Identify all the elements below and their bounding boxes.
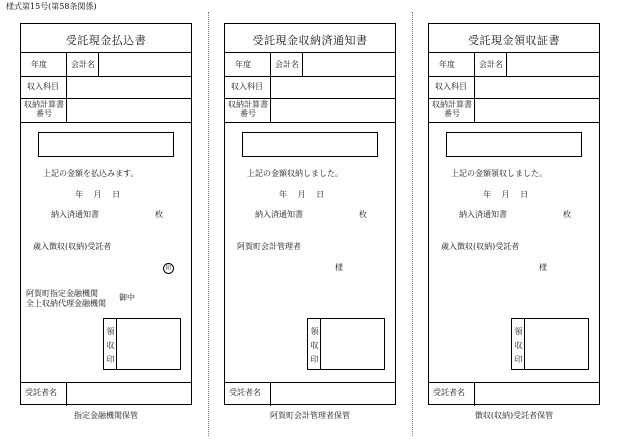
amount-box bbox=[38, 132, 174, 157]
statement-text: 上記の金額収納しました。 bbox=[247, 169, 343, 178]
honorific: 様 bbox=[335, 263, 343, 272]
fiscal-year-label: 年度 bbox=[439, 60, 455, 69]
honorific: 様 bbox=[539, 263, 547, 272]
date-line: 年 月 日 bbox=[483, 190, 529, 199]
receipt-stamp-box bbox=[103, 318, 181, 370]
slip-footer: 阿賀町会計管理者保管 bbox=[270, 411, 350, 420]
amount-box bbox=[446, 132, 582, 157]
consignee-name-label: 受託者名 bbox=[433, 388, 465, 397]
fiscal-year-label: 年度 bbox=[31, 60, 47, 69]
notice-count-unit: 枚 bbox=[359, 210, 367, 219]
notice-count-label: 納入済通知書 bbox=[459, 210, 507, 219]
form-number: 様式第15号(第58条関係) bbox=[6, 2, 97, 11]
receipt-stamp-box bbox=[307, 318, 385, 370]
account-name-label: 会計名 bbox=[275, 60, 299, 69]
revenue-item-label: 収入科目 bbox=[231, 82, 263, 91]
payer-label: 歳入徴収(収納)受託者 bbox=[441, 242, 520, 251]
fiscal-year-label: 年度 bbox=[235, 60, 251, 69]
slip-footer: 徴収(収納)受託者保管 bbox=[474, 411, 554, 420]
notice-count-unit: 枚 bbox=[563, 210, 571, 219]
notice-count-label: 納入済通知書 bbox=[51, 210, 99, 219]
account-name-label: 会計名 bbox=[479, 60, 503, 69]
cut-line bbox=[208, 12, 209, 436]
notice-count-unit: 枚 bbox=[155, 210, 163, 219]
revenue-item-label: 収入科目 bbox=[27, 82, 59, 91]
cut-line bbox=[412, 12, 413, 436]
date-line: 年 月 日 bbox=[279, 190, 325, 199]
receipt-stamp-box bbox=[511, 318, 589, 370]
slip-title: 受託現金領収証書 bbox=[468, 34, 560, 47]
bank-name-2: 全上収納代理金融機関 bbox=[26, 299, 106, 308]
settlement-number-label: 収納計算書 番号 bbox=[24, 100, 64, 119]
revenue-item-label: 収入科目 bbox=[435, 82, 467, 91]
statement-text: 上記の金額領収しました。 bbox=[451, 169, 547, 178]
payer-label: 歳入徴収(収納)受託者 bbox=[33, 242, 112, 251]
consignee-name-label: 受託者名 bbox=[25, 388, 57, 397]
receipt-stamp-label: 領 収 印 bbox=[514, 327, 523, 364]
settlement-number-label: 収納計算書 番号 bbox=[432, 100, 472, 119]
statement-text: 上記の金額を払込みます。 bbox=[43, 169, 139, 178]
account-name-label: 会計名 bbox=[71, 60, 95, 69]
settlement-number-label: 収納計算書 番号 bbox=[228, 100, 268, 119]
amount-box bbox=[242, 132, 378, 157]
receipt-stamp-label: 領 収 印 bbox=[310, 327, 319, 364]
payer-label: 阿賀町会計管理者 bbox=[237, 242, 301, 251]
seal-mark-icon: 印 bbox=[163, 263, 174, 274]
receipt-stamp-label: 領 収 印 bbox=[106, 327, 115, 364]
slip-title: 受託現金払込書 bbox=[65, 34, 147, 47]
addressee: 御中 bbox=[119, 293, 135, 302]
notice-count-label: 納入済通知書 bbox=[255, 210, 303, 219]
consignee-name-label: 受託者名 bbox=[229, 388, 261, 397]
payment-slip bbox=[20, 23, 192, 420]
receipt-certificate-slip bbox=[428, 23, 600, 420]
slip-title: 受託現金収納済通知書 bbox=[252, 34, 368, 47]
bank-name-1: 阿賀町指定金融機関 bbox=[26, 289, 98, 298]
date-line: 年 月 日 bbox=[75, 190, 121, 199]
receipt-notice-slip bbox=[224, 23, 396, 420]
slip-footer: 指定金融機関保管 bbox=[74, 411, 138, 420]
